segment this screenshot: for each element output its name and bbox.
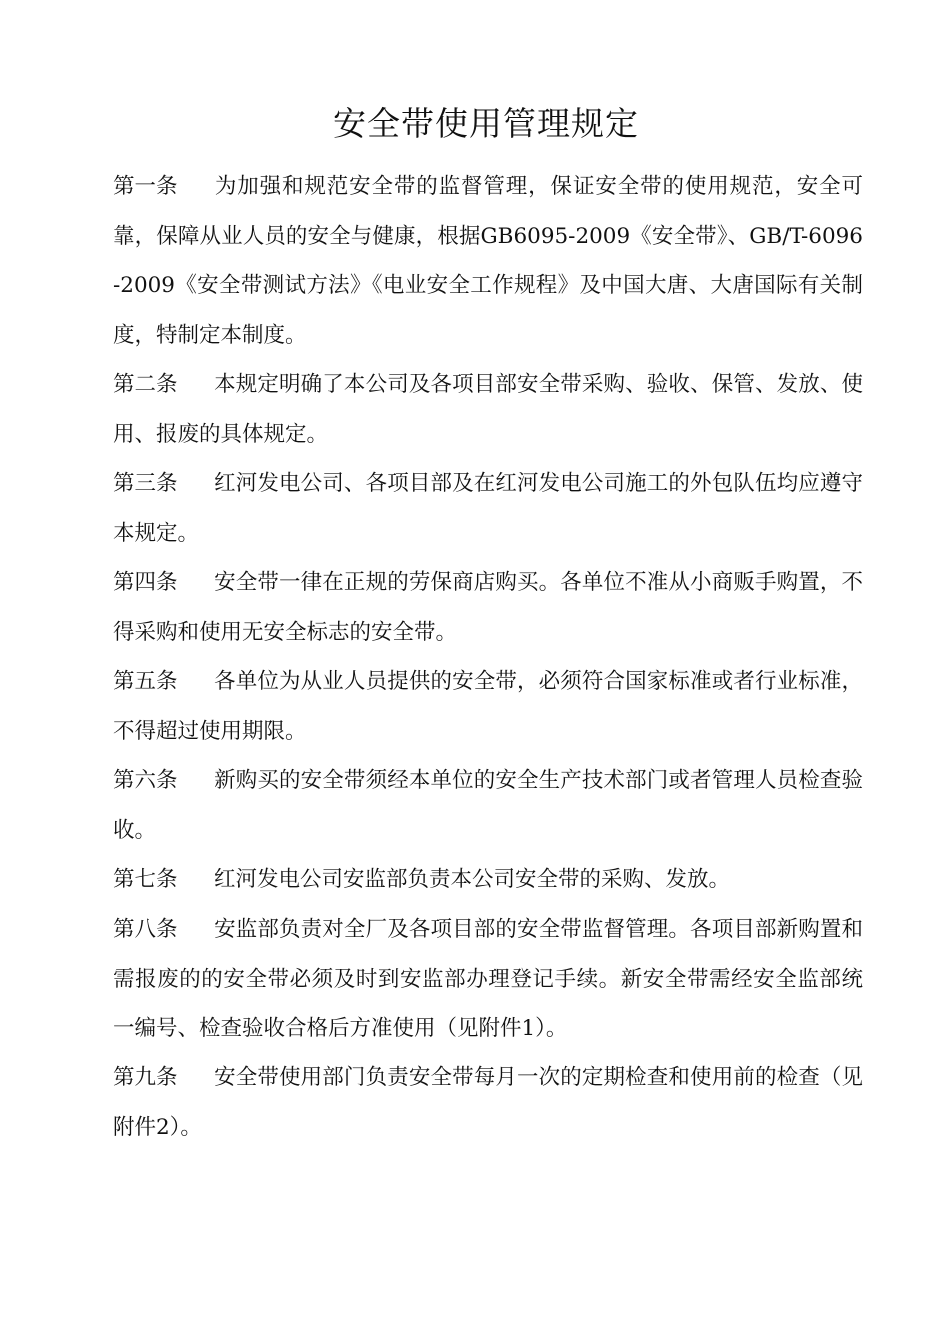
article-7 xyxy=(113,855,863,905)
document-title: 安全带使用管理规定 xyxy=(333,104,639,143)
article-number: 第九条 xyxy=(113,1065,178,1090)
article-number: 第一条 xyxy=(113,174,178,199)
article-8 xyxy=(113,905,863,1054)
article-text: 安全带一律在正规的劳保商店购买。各单位不准从小商贩手购置，不得采购和使用无安全标志的安全带。 xyxy=(113,570,863,645)
article-number: 第八条 xyxy=(113,917,178,942)
article-text: 安全带使用部门负责安全带每月一次的定期检查和使用前的检查（见附件2）。 xyxy=(113,1065,863,1140)
article-text: 本规定明确了本公司及各项目部安全带采购、验收、保管、发放、使用、报废的具体规定。 xyxy=(113,372,863,447)
article-text: 红河发电公司安监部负责本公司安全带的采购、发放。 xyxy=(214,867,731,892)
article-6 xyxy=(113,756,863,855)
article-5 xyxy=(113,657,863,756)
article-number: 第七条 xyxy=(113,867,178,892)
article-number: 第三条 xyxy=(113,471,178,496)
article-text: 为加强和规范安全带的监督管理，保证安全带的使用规范，安全可靠，保障从业人员的安全与健康，根据GB6095-2009《安全带》、GB/T-6096-2009《安全带测试方法》《电业安全工作规程》及中国大唐、大唐国际有关制度，特制定本制度。 xyxy=(113,174,863,348)
article-3 xyxy=(113,459,863,558)
article-number: 第二条 xyxy=(113,372,178,397)
article-2 xyxy=(113,360,863,459)
article-1 xyxy=(113,162,863,360)
article-number: 第五条 xyxy=(113,669,178,694)
article-4 xyxy=(113,558,863,657)
article-9 xyxy=(113,1053,863,1152)
article-number: 第四条 xyxy=(113,570,178,595)
article-text: 各单位为从业人员提供的安全带，必须符合国家标准或者行业标准，不得超过使用期限。 xyxy=(113,669,863,744)
article-text: 红河发电公司、各项目部及在红河发电公司施工的外包队伍均应遵守本规定。 xyxy=(113,471,863,546)
article-text: 新购买的安全带须经本单位的安全生产技术部门或者管理人员检查验收。 xyxy=(113,768,863,843)
article-number: 第六条 xyxy=(113,768,178,793)
article-text: 安监部负责对全厂及各项目部的安全带监督管理。各项目部新购置和需报废的的安全带必须及时到安监部办理登记手续。新安全带需经安全监部统一编号、检查验收合格后方准使用（见附件1）。 xyxy=(113,917,863,1041)
